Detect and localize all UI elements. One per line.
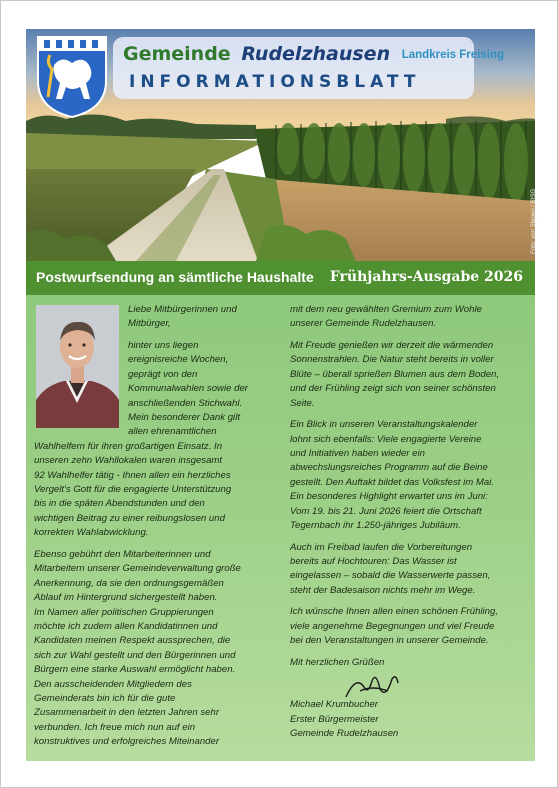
paragraph-line: und Initiativen haben wieder ein: [290, 448, 425, 460]
paragraph-line: Ein Blick in unseren Veranstaltungskalender: [290, 419, 478, 431]
paragraph-line: wichtigen Beitrag zu einer reibungslosen und: [34, 512, 225, 524]
paragraph-line: Mit Freude genießen wir derzeit die wärmenden: [290, 340, 494, 351]
paragraph-line: ereignisreiche Wochen,: [128, 354, 229, 366]
title-word-gemeinde: Gemeinde: [123, 43, 231, 65]
paragraph-line: möchte ich zudem allen Kandidatinnen und: [34, 620, 218, 632]
paragraph-line: abwechslungsreiches Programm auf die Beine: [290, 462, 488, 474]
title-word-rudelzhausen: Rudelzhausen: [241, 43, 391, 65]
paragraph-line: Sonnenstrahlen. Die Natur steht bereits in voller: [290, 354, 494, 366]
signature-block: [290, 677, 530, 741]
paragraph-line: Seite.: [290, 397, 315, 409]
paragraph-line: Bürgern eine starke Auswahl ermöglicht haben.: [34, 664, 236, 676]
paragraph-line: Vergelt's Gott für die engagierte Unterstützung: [34, 484, 232, 496]
letter-body: [26, 295, 535, 761]
paragraph-line: und der Frühling zeigt sich von seiner schönsten: [290, 383, 496, 395]
paragraph-line: Vom 19. bis 21. Juni 2026 feiert die Ortschaft: [290, 505, 482, 517]
photo-credit: Foto: von Stegen / BISG: [531, 189, 537, 255]
newsletter-title-box: [113, 37, 504, 99]
paragraph-line: steht der Badesaison nichts mehr im Wege.: [290, 584, 476, 596]
paragraph-line: viele angenehme Begegnungen und viel Freude: [290, 620, 495, 632]
signer-organization: Gemeinde Rudelzhausen: [290, 728, 399, 740]
masthead-title: [123, 43, 504, 65]
closing-line: Mit herzlichen Grüßen: [290, 656, 385, 668]
paragraph-line: geprägt von den: [128, 368, 198, 380]
distribution-note: Postwurfsendung an sämtliche Haushalte: [36, 269, 314, 285]
paragraph-line: Kandidaten meinen Respekt aussprechen, die: [34, 635, 231, 647]
paragraph-line: gestellt. Den Auftakt bildet das Volksfest im Mai.: [290, 476, 495, 488]
paragraph-line: 92 Wahlhelfer tätig - Ihnen allen ein herzliches: [34, 469, 231, 481]
paragraph-line: bis in die späten Abendstunden und den: [34, 498, 205, 510]
signer-role: Erster Bürgermeister: [290, 713, 379, 725]
edition-band: [26, 261, 535, 295]
hero-landscape-photo: [26, 29, 535, 261]
handwritten-signature-icon: [342, 669, 402, 703]
paragraph-line: lohnt sich ebenfalls: Viele engagierte Vereine: [290, 433, 482, 445]
paragraph-line: Ein besonderes Highlight erwartet uns im Juni:: [290, 491, 488, 503]
paragraph-line: hinter uns liegen: [128, 340, 199, 351]
paragraph-line: Ablauf im Hintergrund sichergestellt haben.: [34, 592, 218, 604]
paragraph-line: Gemeinderats bin ich für die gute: [34, 692, 176, 704]
paragraph-line: mit dem neu gewählten Gremium zum Wohle: [290, 304, 482, 315]
district-label: Landkreis Freising: [401, 49, 504, 61]
paragraph-line: Blüte – überall sprießen Blumen aus dem Boden,: [290, 368, 500, 380]
edition-label: Frühjahrs-Ausgabe 2026: [329, 269, 523, 285]
greeting-line-2: Mitbürger,: [128, 318, 171, 330]
paragraph-line: unseren zehn Wahllokalen waren insgesamt: [34, 455, 223, 467]
paragraph-line: Auch im Freibad laufen die Vorbereitungen: [290, 541, 473, 553]
letter-column-left: [34, 303, 282, 757]
paragraph-line: anschließenden Stichwahl.: [128, 397, 243, 409]
municipal-coat-of-arms-icon: [36, 35, 108, 119]
paragraph-line: allen ehrenamtlichen: [128, 426, 217, 438]
paragraph-line: Wahlhelfern für ihren großartigen Einsatz. In: [34, 440, 223, 452]
paragraph-line: Anerkennung, da sie den ordnungsgemäßen: [34, 577, 224, 589]
paragraph-line: Mitarbeitern unserer Gemeindeverwaltung große: [34, 563, 241, 575]
paragraph-line: Im Namen aller politischen Gruppierungen: [34, 606, 214, 618]
signer-name: Michael Krumbucher: [290, 699, 378, 711]
paragraph-line: verbunden. Ich freue mich nun auf ein: [34, 721, 196, 733]
paragraph-line: korrekten Wahlabwicklung.: [34, 527, 149, 539]
paragraph-line: konstruktives und erfolgreiches Miteinander: [34, 736, 220, 748]
paragraph-line: eingelassen – sobald die Wasserwerte passen,: [290, 570, 491, 582]
paragraph-line: Ich wünsche Ihnen allen einen schönen Frühling,: [290, 606, 499, 618]
paragraph-line: Tegernbach ihr 1.250-jähriges Jubiläum.: [290, 520, 461, 532]
paragraph-line: Kommunalwahlen sowie der: [128, 383, 248, 395]
letter-column-right: [290, 303, 530, 742]
greeting-line-1: Liebe Mitbürgerinnen und: [128, 304, 237, 315]
paragraph-line: Den ausscheidenden Mitgliedern des: [34, 678, 192, 690]
paragraph-line: Ebenso gebührt den Mitarbeiterinnen und: [34, 548, 211, 560]
masthead-subtitle: INFORMATIONSBLATT: [129, 72, 421, 92]
paragraph-line: Mein besonderer Dank gilt: [128, 412, 240, 424]
paragraph-line: Zusammenarbeit in den letzten Jahren sehr: [34, 707, 220, 719]
paragraph-line: unserer Gemeinde Rudelzhausen.: [290, 318, 437, 330]
paragraph-line: bereits auf Hochtouren: Das Wasser ist: [290, 556, 457, 568]
paragraph-line: bei den Veranstaltungen in unserer Gemeinde.: [290, 635, 489, 647]
paragraph-line: sich zur Wahl gestellt und den Bürgerinnen und: [34, 649, 236, 661]
